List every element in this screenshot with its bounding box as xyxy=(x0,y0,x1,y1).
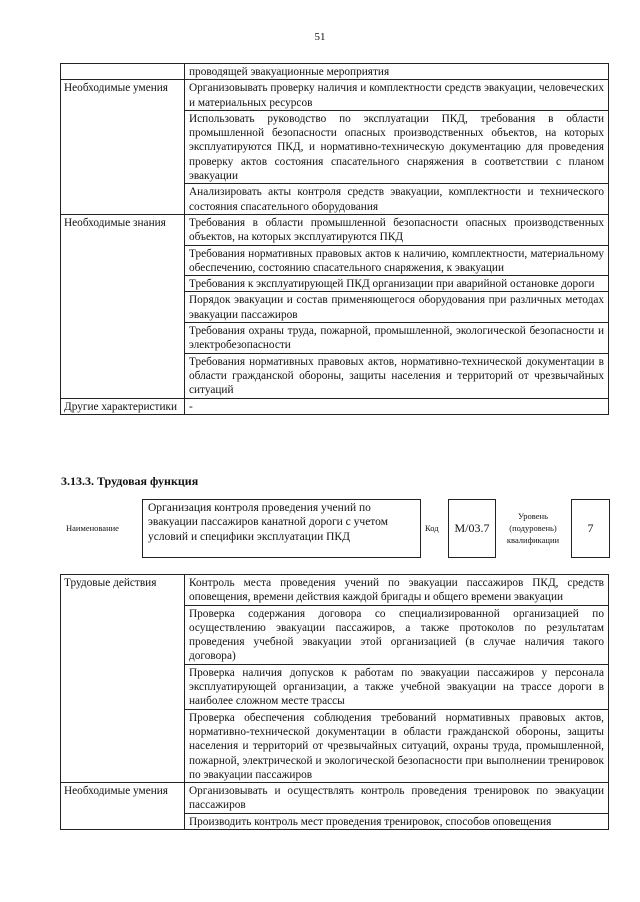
code-label: Код xyxy=(425,523,439,533)
section-title: 3.13.3. Трудовая функция xyxy=(61,474,199,488)
labor-actions-table xyxy=(60,574,609,830)
row-label: Трудовые действия xyxy=(61,575,185,783)
row-label: Необходимые умения xyxy=(61,783,185,830)
code-box: М/03.7 xyxy=(448,499,496,558)
table-cell: Проверка обеспечения соблюдения требований нормативных правовых актов, нормативно-технической документации в области гражданской обороны, защиты населения и территорий от чрезвычайных ситуаций, охраны труда, промышленной, пожарной, электрической и экологической безопасности при выполнении тренировок по эвакуации пассажиров xyxy=(185,709,609,782)
name-label: Наименование xyxy=(66,523,119,533)
table-row xyxy=(61,575,609,606)
table-cell: Требования охраны труда, пожарной, промышленной, экологической безопасности и электробезопасности xyxy=(185,323,609,354)
page-number: 51 xyxy=(314,31,326,43)
table-cell: Проверка содержания договора со специализированной организацией по осуществлению эвакуации пассажиров, а также протоколов по результатам проведения учебной эвакуации этой организацией (в случае наличия такого договора) xyxy=(185,605,609,664)
level-box: 7 xyxy=(571,499,610,558)
table-cell: Контроль места проведения учений по эвакуации пассажиров ПКД, средств оповещения, времени действия каждой бригады и общего времени эвакуации xyxy=(185,575,609,606)
table-cell: проводящей эвакуационные мероприятия xyxy=(185,64,609,80)
function-name-box: Организация контроля проведения учений по эвакуации пассажиров канатной дороги с учетом условий и специфики эксплуатации ПКД xyxy=(142,499,421,558)
table-row xyxy=(61,64,609,80)
table-cell: Организовывать проверку наличия и комплектности средств эвакуации, человеческих и материальных ресурсов xyxy=(185,80,609,111)
label-cell xyxy=(61,64,185,80)
table-cell: Требования нормативных правовых актов к наличию, комплектности, материальному обеспечению, состоянию спасательного снаряжения, к эвакуации xyxy=(185,245,609,276)
table-cell: Проверка наличия допусков к работам по эвакуации пассажиров у персонала эксплуатирующей организации, а также учебной эвакуации на трассе дороги в наиболее сложном месте трассы xyxy=(185,664,609,709)
table-row xyxy=(61,783,609,814)
table-cell: Порядок эвакуации и состав применяющегося оборудования при различных методах эвакуации пассажиров xyxy=(185,292,609,323)
table-row xyxy=(61,80,609,111)
requirements-table xyxy=(60,63,609,415)
row-label: Необходимые знания xyxy=(61,214,185,398)
table-row xyxy=(61,214,609,245)
table-cell: Организовывать и осуществлять контроль проведения тренировок по эвакуации пассажиров xyxy=(185,783,609,814)
table-cell: Требования к эксплуатирующей ПКД организации при аварийной остановке дороги xyxy=(185,276,609,292)
table-cell: Требования в области промышленной безопасности опасных производственных объектов, на которых эксплуатируются ПКД xyxy=(185,214,609,245)
row-label: Необходимые умения xyxy=(61,80,185,215)
table-cell: Использовать руководство по эксплуатации ПКД, требования в области промышленной безопасности опасных производственных объектов, на которых эксплуатируются ПКД, и нормативно-техническую документацию для проведения проверку актов состояния спасательного снаряжения в соответствии с планом эвакуации xyxy=(185,110,609,183)
table-cell: Производить контроль мест проведения тренировок, способов оповещения xyxy=(185,813,609,829)
table-cell: Требования нормативных правовых актов, нормативно-технической документации в области гражданской обороны, защиты населения и территорий от чрезвычайных ситуаций xyxy=(185,353,609,398)
table-cell: Анализировать акты контроля средств эвакуации, комплектности и технического состояния спасательного оборудования xyxy=(185,184,609,215)
level-label: Уровень (подуровень) квалификации xyxy=(506,511,560,545)
table-row xyxy=(61,398,609,414)
table-cell: - xyxy=(185,398,609,414)
row-label: Другие характеристики xyxy=(61,398,185,414)
